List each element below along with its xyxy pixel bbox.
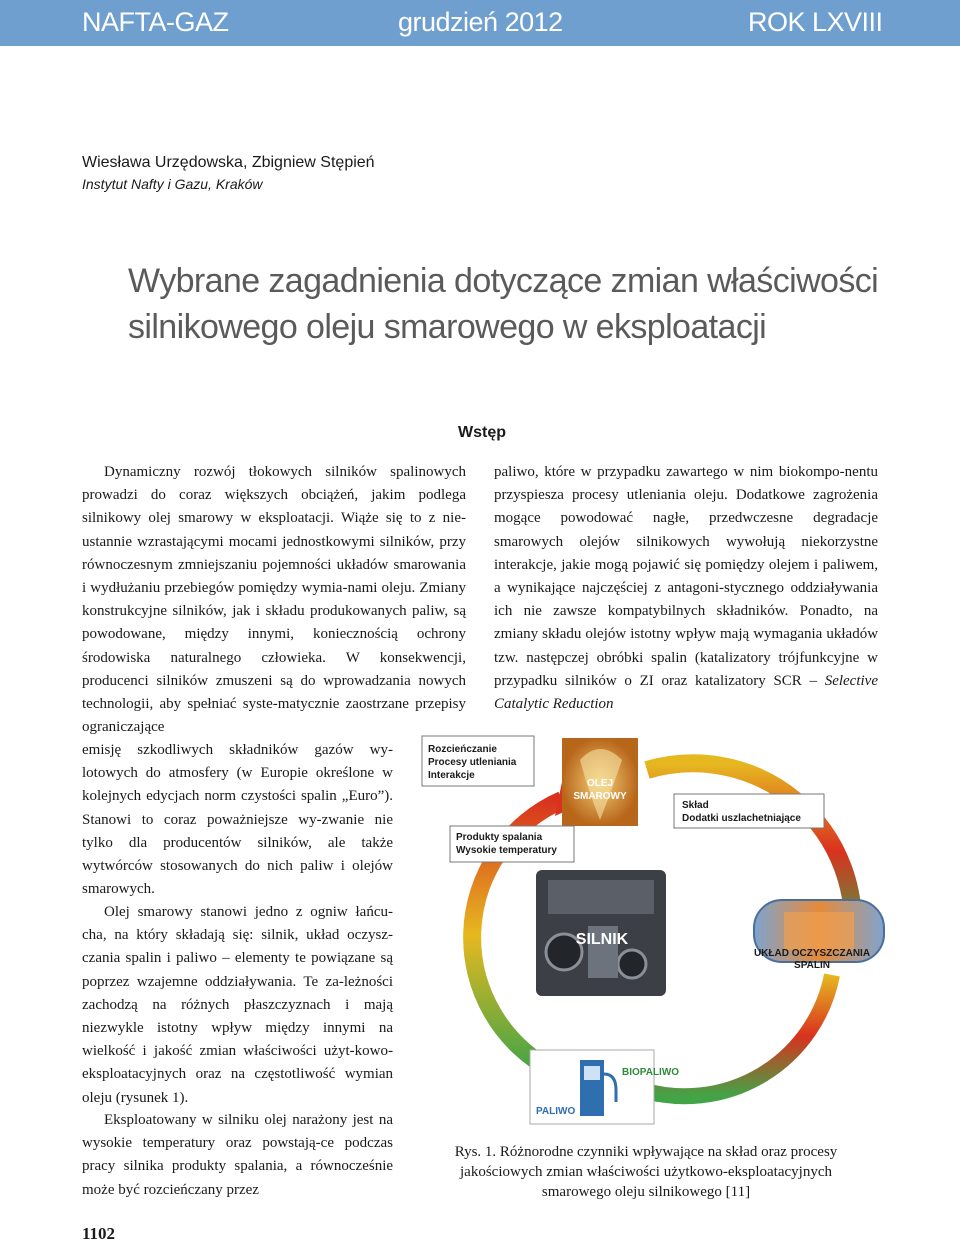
italic-term: Selective Catalytic Reduction [494,672,878,713]
exhaust-label-1: UKŁAD OCZYSZCZANIA [753,948,871,959]
text-line: także wytwórców stosowanych do nich paliw [82,834,394,875]
left-paragraph-4 [82,1109,393,1202]
composition-box [674,794,824,828]
text-line: zagrożenia mogące powodować nagłe, przedwczesne [494,487,878,527]
caption-line-3: smarowego oleju silnikowego [11] [541,1184,751,1200]
exhaust-label-2: SPALIN [794,960,830,971]
caption-line-2: jakościowych zmian właściwości użytkowo-eksploatacyjnych [460,1164,832,1180]
fuel-label: PALIWO [536,1106,576,1117]
text-line: „Euro”). Stanowi to coraz poważniejsze wy- [82,788,393,828]
article-title [128,258,928,350]
cycle-diagram [412,730,898,1130]
journal-header-bar [0,0,960,46]
text-line: lotowych do atmosfery (w Europie określone [82,765,375,782]
journal-name: NAFTA-GAZ [82,7,229,37]
text-line: jest na wysokie temperatury oraz powstają- [82,1112,393,1152]
left-paragraph-3 [82,901,393,1110]
text-line: paliwo, które w przypadku zawartego w nim biokompo- [494,464,845,480]
text-line: silnikowy olej smarowy w eksploatacji. Wiąże się to z nie- [82,510,466,527]
affiliation: Instytut Nafty i Gazu, Kraków [82,176,263,192]
exhaust-treatment-image [754,900,884,971]
text-line: emisję szkodliwych składników gazów wy- [82,742,393,758]
text-line: matycznie zaostrzane przepisy ograniczające [82,696,466,736]
text-line: zwanie nie tylko dla producentów silników, ale [82,811,393,851]
text-line: i mają niezwykle istotny wpływ między innymi [82,996,393,1037]
text-line: kowo-eksploatacyjnych oraz na częstotliwość [82,1043,393,1083]
title-line-1: Wybrane zagadnienia dotyczące zmian właściwości [128,262,879,300]
text-line: a równocześnie może być rozcieńczany przez [82,1158,394,1198]
composition-item-1: Skład [682,800,709,811]
title-line-2: silnikowego oleju smarowego w eksploatacji [128,308,767,346]
caption-line-1: Rys. 1. Różnorodne czynniki wpływające na skład oraz procesy [454,1144,838,1160]
oil-factor-2: Procesy utleniania [428,757,517,768]
authors: Wiesława Urzędowska, Zbigniew Stępień [82,154,375,171]
right-paragraph [494,461,878,716]
text-line: o ZI oraz katalizatory SCR – [624,672,825,689]
text-line: Olej smarowy stanowi jedno z ogniw łańcu- [104,904,393,920]
text-line: są poprzez wzajemne oddziaływania. Te za- [82,950,393,990]
text-line: i olejów smarowych. [82,858,393,898]
text-line: W konsekwencji, producenci silników zmuszeni są do [82,649,466,689]
oil-label-2: SMAROWY [573,791,627,802]
oil-factors-box [422,736,534,786]
combustion-box [450,826,574,862]
composition-item-2: Dodatki uszlachetniające [682,813,801,824]
text-line: degradacje smarowych olejów silnikowych wywołują [494,510,879,550]
oil-image [562,738,638,826]
text-line: ce podczas pracy silnika produkty spalania, [82,1135,393,1175]
issue-date: grudzień 2012 [398,7,563,37]
figure-caption [436,1142,856,1202]
text-line: wpływ mają wymagania układów tzw. następczej obróbki [494,626,879,666]
text-line: olejem i paliwem, a wynikające najczęściej z antagoni- [494,556,878,597]
text-line: prowadzi do coraz większych obciążeń, jakim podlega [82,487,466,504]
biofuel-label: BIOPALIWO [622,1067,680,1078]
text-line: stycznego oddziaływania ich nie zawsze kompatybilnych [494,580,878,620]
text-line: Dynamiczny rozwój tłokowych silników spalinowych [104,464,466,480]
text-line: cha, na który składają się: silnik, układ oczysz- [82,927,393,944]
text-line: nami oleju. Zmiany konstrukcyjne silników, jak i składu [82,580,466,620]
text-line: niekorzystne interakcje, jakie mogą pojawić się pomiędzy [494,533,879,573]
text-line: spalin (katalizatory trójfunkcyjne w przypadku silników [494,649,879,689]
text-line: przy równoczesnym zmniejszaniu pojemności układów [82,533,466,573]
left-paragraph-2 [82,739,393,901]
text-line: smarowania i wydłużaniu przebiegów pomiędzy wymia- [82,556,466,597]
engine-label: SILNIK [575,931,629,948]
engine-image [536,870,666,996]
text-line: nentu przyspiesza procesy utleniania oleju. Dodatkowe [494,464,878,504]
oil-label-1: OLEJ [586,778,614,789]
text-line: w kolejnych edycjach norm czystości spalin [82,765,393,805]
left-paragraph-1 [82,461,466,739]
text-line: składników. Ponadto, na zmiany składu olejów istotny [494,603,879,643]
figure-1-diagram [412,730,898,1130]
text-line: Eksploatowany w silniku olej narażony [104,1112,348,1128]
text-line: wprowadzania nowych technologii, aby spełniać syste- [82,672,466,713]
section-heading: Wstęp [458,424,506,441]
text-line: na wielkość i jakość zmian właściwości użyt- [82,1020,394,1060]
volume-label: ROK LXVIII [748,7,883,37]
text-line: czania spalin i paliwo – elementy te powiązane [82,950,376,967]
oil-factor-1: Rozcieńczanie [428,744,497,755]
text-line: produkowanych paliw, są powodowane, między innymi, [82,603,466,643]
text-line: wymian oleju (rysunek 1). [82,1066,394,1106]
bottom-cycle-arrow [642,975,832,1096]
page-number: 1102 [82,1224,116,1243]
text-line: koniecznością ochrony środowiska naturalnego człowieka. [82,626,467,666]
combustion-item-2: Wysokie temperatury [456,845,557,856]
text-line: ustannie wzrastającymi mocami jednostkowymi silników, [82,533,435,550]
oil-factor-3: Interakcje [428,770,475,781]
combustion-item-1: Produkty spalania [456,832,543,843]
text-line: leżności zachodzą na różnych płaszczyznach [82,973,393,1013]
